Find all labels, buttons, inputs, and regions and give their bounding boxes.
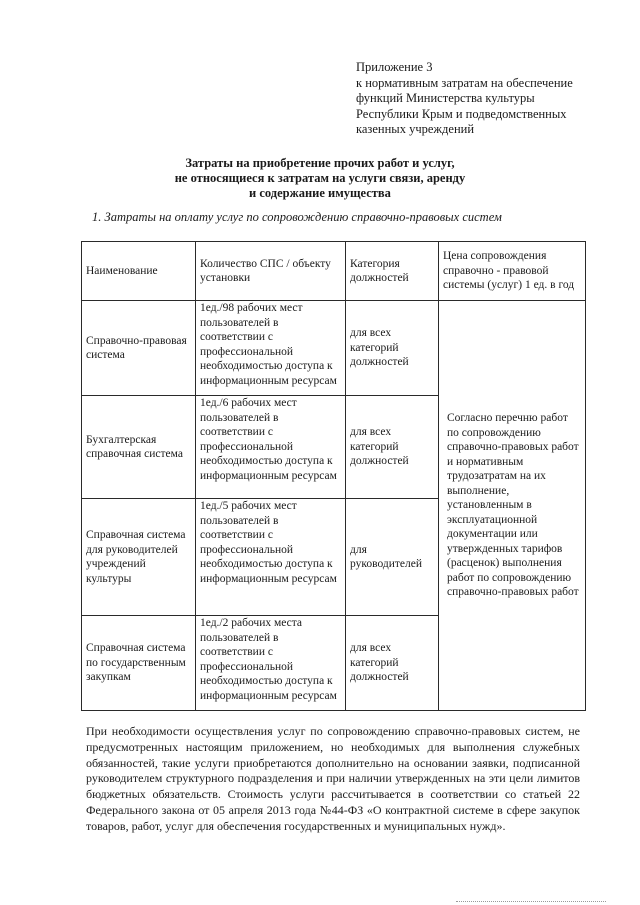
appendix-line: казенных учреждений [356, 122, 475, 136]
heading-line: не относящиеся к затратам на услуги связи, аренду [174, 171, 466, 185]
appendix-line: функций Министерства культуры [356, 91, 535, 105]
cell-quantity: 1ед./5 рабочих мест пользователей в соответствии с профессиональной необходимостью доступа к информационным ресурсам [196, 499, 346, 616]
cell-name: Справочная система для руководителей учреждений культуры [82, 499, 196, 616]
heading-line: Затраты на приобретение прочих работ и услуг, [185, 156, 455, 170]
cell-name: Бухгалтерская справочная система [82, 396, 196, 499]
cell-quantity: 1ед./6 рабочих мест пользователей в соответствии с профессиональной необходимостью доступа к информационным ресурсам [196, 396, 346, 499]
header-price: Цена сопровождения справочно - правовой системы (услуг) 1 ед. в год [439, 242, 586, 301]
appendix-line: Приложение 3 [356, 60, 433, 74]
cell-name: Справочная система по государственным закупкам [82, 616, 196, 711]
footer-rule [456, 901, 606, 902]
appendix-line: к нормативным затратам на обеспечение [356, 75, 573, 90]
cell-quantity: 1ед./2 рабочих места пользователей в соответствии с профессиональной необходимостью доступа к информационным ресурсам [196, 616, 346, 711]
cell-category: для всех категорий должностей [346, 616, 439, 711]
heading-line: и содержание имущества [249, 186, 391, 200]
document-heading [80, 156, 560, 201]
cell-price-note: Согласно перечню работ по сопровождению справочно-правовых работ и нормативным трудозатратам на их выполнение, установленным в эксплуатационной документации или утвержденных тарифов (расценок) выполнения работ по сопровождению справочно-правовых работ [439, 301, 586, 711]
cell-category: для всех категорий должностей [346, 301, 439, 396]
cell-category: для руководителей [346, 499, 439, 616]
cell-quantity: 1ед./98 рабочих мест пользователей в соответствии с профессиональной необходимостью доступа к информационным ресурсам [196, 301, 346, 396]
header-quantity: Количество СПС / объекту установки [196, 242, 346, 301]
appendix-line: Республики Крым и подведомственных [356, 106, 567, 121]
body-paragraph: При необходимости осуществления услуг по сопровождению справочно-правовых систем, не предусмотренных настоящим приложением, но необходимых для выполнения служебных обязанностей, такие услуги приобретаются дополнительно на основании заявки, подписанной руководителем структурного подразделения и при наличии утвержденных на эти цели лимитов бюджетных обязательств. Стоимость услуги рассчитывается в соответствии со статьей 22 Федерального закона от 05 апреля 2013 года №44-ФЗ «О контрактной системе в сфере закупок товаров, работ, услуг для обеспечения государственных и муниципальных нужд». [86, 724, 580, 833]
cell-category: для всех категорий должностей [346, 396, 439, 499]
costs-table [81, 241, 586, 711]
header-name: Наименование [82, 242, 196, 301]
appendix-note [356, 60, 606, 138]
table-row [82, 301, 586, 396]
cell-name: Справочно-правовая система [82, 301, 196, 396]
table-header-row [82, 242, 586, 301]
header-category: Категория должностей [346, 242, 439, 301]
section-title: 1. Затраты на оплату услуг по сопровождению справочно-правовых систем [92, 210, 502, 224]
